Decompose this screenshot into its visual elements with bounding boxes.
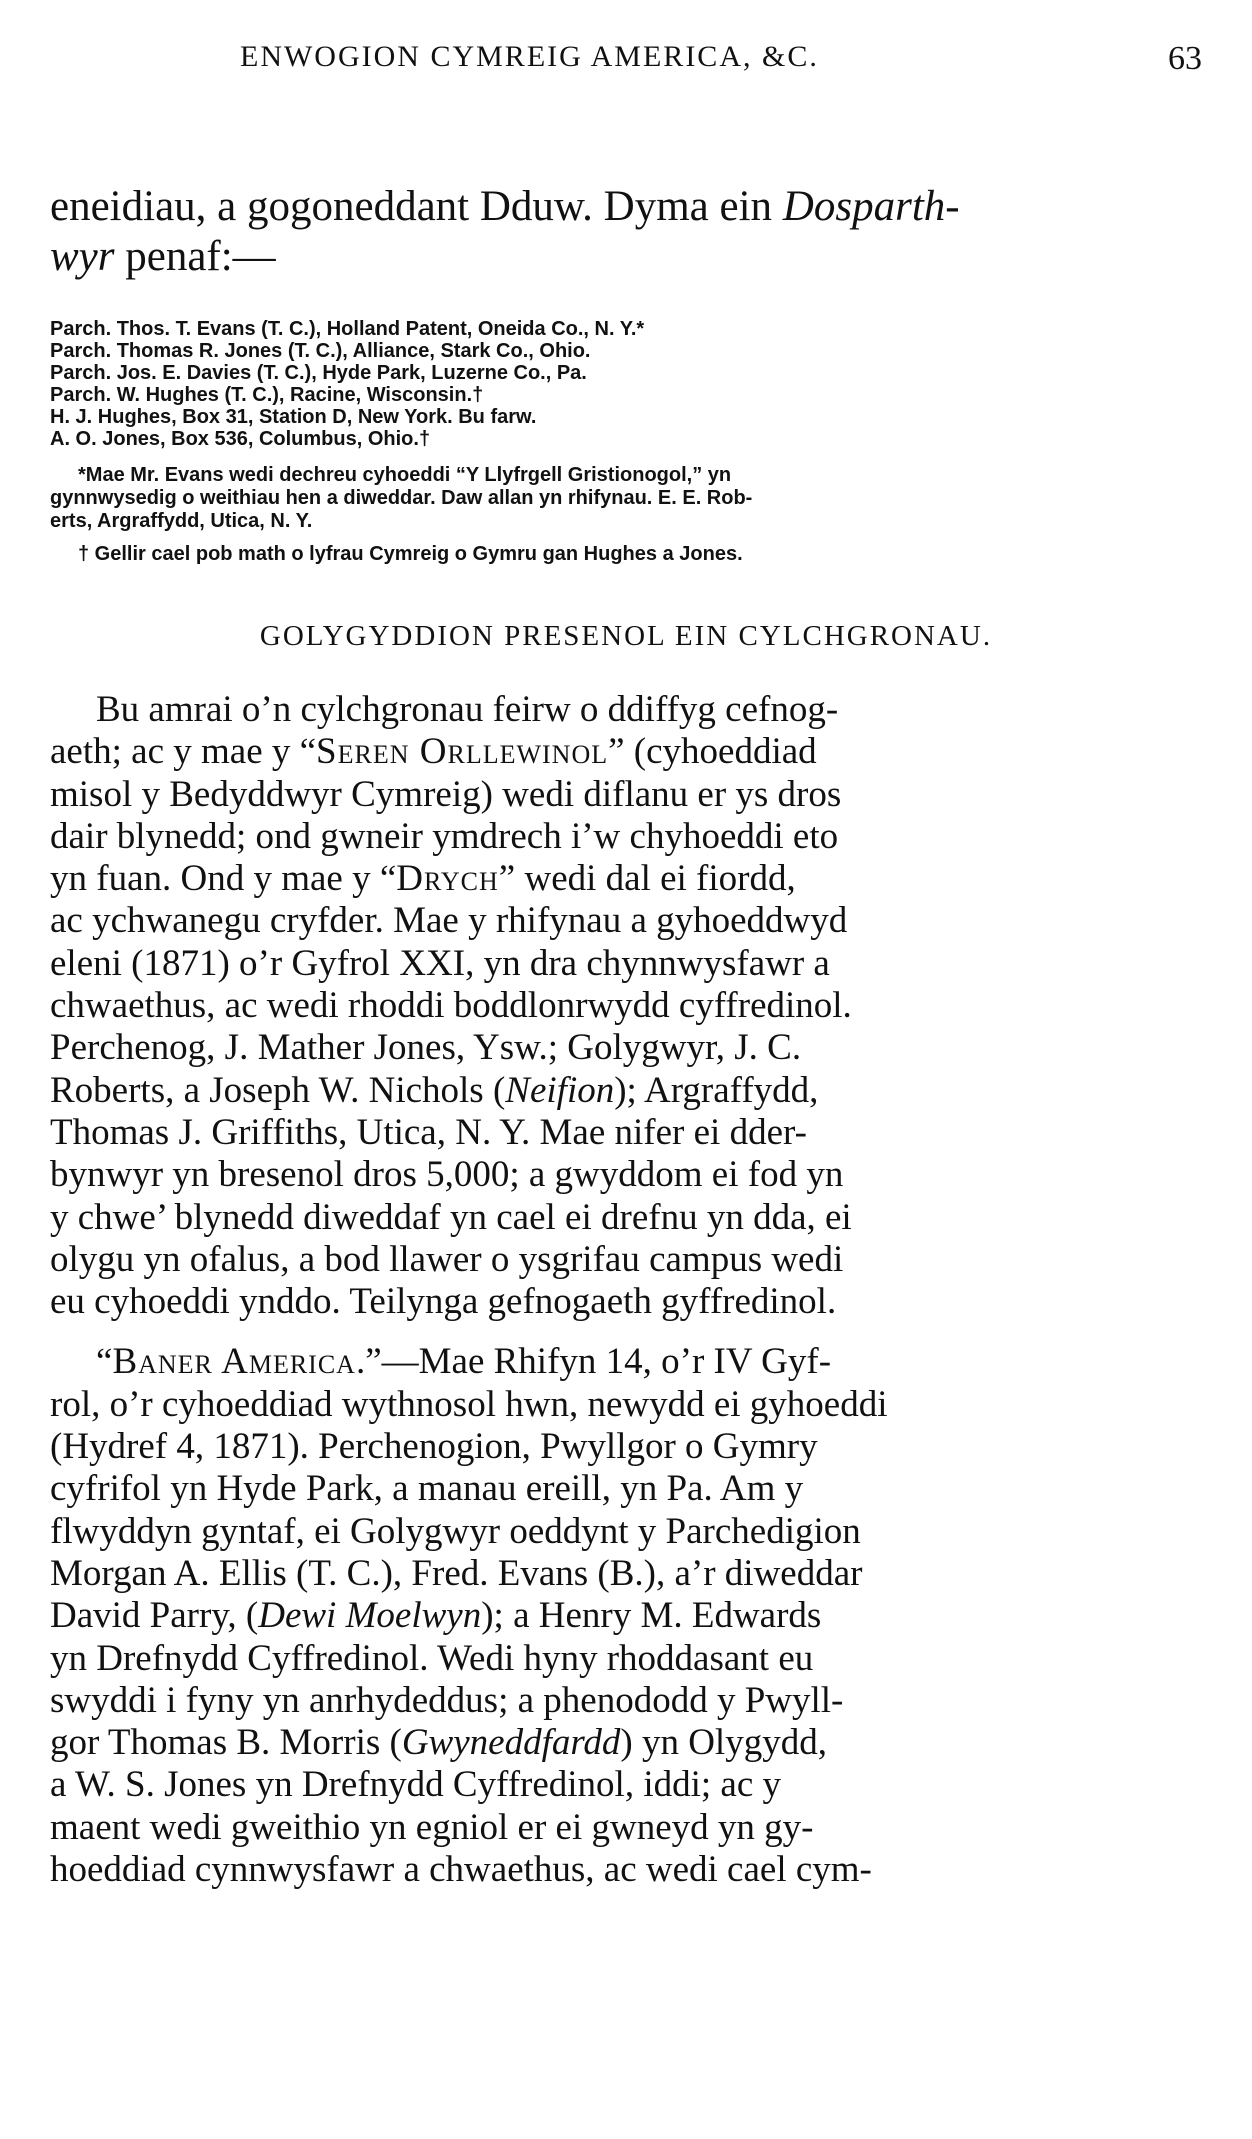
running-head — [50, 40, 1202, 90]
text-line: eu cyhoeddi ynddo. Teilynga gefnogaeth gyffredinol. — [50, 1281, 837, 1323]
periodical-name: Drych — [396, 858, 499, 900]
text-line: chwaethus, ac wedi rhoddi boddlonrwydd cyffredinol. — [50, 985, 852, 1027]
text-line: Roberts, a Joseph W. Nichols (Neifion); Argraffydd, — [50, 1069, 819, 1111]
italic-word: Dosparth- — [782, 183, 960, 230]
list-item: Parch. Thos. T. Evans (T. C.), Holland Patent, Oneida Co., N. Y.* — [50, 318, 645, 340]
bardic-name: Gwyneddfardd — [401, 1722, 621, 1764]
text-line: David Parry, (Dewi Moelwyn); a Henry M. Edwards — [50, 1595, 822, 1637]
text-line: dair blynedd; ond gwneir ymdrech i’w chyhoeddi eto — [50, 815, 839, 857]
list-item: Parch. Thomas R. Jones (T. C.), Alliance, Stark Co., Ohio. — [50, 340, 591, 362]
text-line: olygu yn ofalus, a bod llawer o ysgrifau campus wedi — [50, 1238, 844, 1280]
text-line: wyr penaf:— — [50, 233, 276, 280]
text-line: cyfrifol yn Hyde Park, a manau ereill, yn Pa. Am y — [50, 1468, 804, 1510]
footnote-line: erts, Argraffydd, Utica, N. Y. — [50, 510, 313, 532]
footnote-line: † Gellir cael pob math o lyfrau Cymreig o Gymru gan Hughes a Jones. — [78, 543, 743, 565]
text-line: a W. S. Jones yn Drefnydd Cyffredinol, iddi; ac y — [50, 1764, 782, 1806]
section-heading: GOLYGYDDION PRESENOL EIN CYLCHGRONAU. — [259, 620, 993, 652]
footnote-line: gynnwysedig o weithiau hen a diweddar. Daw allan yn rhifynau. E. E. Rob- — [50, 487, 753, 509]
paragraph-baner-america — [50, 1341, 1202, 1891]
text-line: hoeddiad cynnwysfawr a chwaethus, ac wedi cael cym- — [50, 1849, 872, 1891]
periodical-name: Seren Orllewinol — [316, 731, 609, 773]
list-item: Parch. Jos. E. Davies (T. C.), Hyde Park, Luzerne Co., Pa. — [50, 362, 587, 384]
text-line: aeth; ac y mae y “Seren Orllewinol” (cyhoeddiad — [50, 731, 817, 773]
text-line: Perchenog, J. Mather Jones, Ysw.; Golygwyr, J. C. — [50, 1027, 802, 1069]
list-item: Parch. W. Hughes (T. C.), Racine, Wisconsin.† — [50, 384, 484, 406]
text-line: swyddi i fyny yn anrhydeddus; a phenododd y Pwyll- — [50, 1679, 844, 1721]
list-item: A. O. Jones, Box 536, Columbus, Ohio.† — [50, 428, 431, 450]
paragraph-seren-drych — [50, 689, 1202, 1323]
footnote-line: *Mae Mr. Evans wedi dechreu cyhoeddi “Y Llyfrgell Gristionogol,” yn — [78, 464, 732, 486]
footnote-star — [50, 464, 1202, 533]
book-page — [50, 40, 1202, 2100]
text-line: gor Thomas B. Morris (Gwyneddfardd) yn Olygydd, — [50, 1722, 827, 1764]
text-line: maent wedi gweithio yn egniol er ei gwneyd yn gy- — [50, 1806, 814, 1848]
periodical-name: Baner America — [112, 1341, 356, 1383]
text-line: (Hydref 4, 1871). Perchenogion, Pwyllgor o Gymry — [50, 1426, 818, 1468]
text-line: yn Drefnydd Cyffredinol. Wedi hyny rhoddasant eu — [50, 1637, 814, 1679]
bardic-name: Dewi Moelwyn — [258, 1595, 482, 1637]
text-line: y chwe’ blynedd diweddaf yn cael ei drefnu yn dda, ei — [50, 1196, 852, 1238]
running-head-title: ENWOGION CYMREIG AMERICA, &C. — [240, 40, 819, 73]
text-line: eleni (1871) o’r Gyfrol XXI, yn dra chynnwysfawr a — [50, 942, 830, 984]
italic-word: wyr — [50, 233, 115, 280]
page-number: 63 — [1168, 40, 1202, 77]
text-line: “Baner America.”—Mae Rhifyn 14, o’r IV Gyf- — [96, 1341, 832, 1383]
text-line: ac ychwanegu cryfder. Mae y rhifynau a gyhoeddwyd — [50, 900, 848, 942]
text-line: eneidiau, a gogoneddant Dduw. Dyma ein Dosparth- — [50, 183, 960, 230]
text-line: bynwyr yn bresenol dros 5,000; a gwyddom ei fod yn — [50, 1154, 844, 1196]
bardic-name: Neifion — [505, 1069, 615, 1111]
footnote-dagger — [50, 543, 1202, 566]
text-line: rol, o’r cyhoeddiad wythnosol hwn, newydd ei gyhoeddi — [50, 1383, 888, 1425]
text-line: flwyddyn gyntaf, ei Golygwyr oeddynt y Parchedigion — [50, 1510, 861, 1552]
text-line: Thomas J. Griffiths, Utica, N. Y. Mae nifer ei dder- — [50, 1111, 807, 1153]
text-line: misol y Bedyddwyr Cymreig) wedi diflanu er ys dros — [50, 773, 842, 815]
text-line: yn fuan. Ond y mae y “Drych” wedi dal ei fiordd, — [50, 858, 796, 900]
text-line: Bu amrai o’n cylchgronau feirw o ddiffyg cefnog- — [96, 689, 839, 730]
list-item: H. J. Hughes, Box 31, Station D, New York. Bu farw. — [50, 406, 537, 428]
distributor-list — [50, 318, 1202, 450]
intro-paragraph — [50, 182, 1202, 282]
text-line: Morgan A. Ellis (T. C.), Fred. Evans (B.), a’r diweddar — [50, 1552, 863, 1594]
footnotes — [50, 464, 1202, 566]
